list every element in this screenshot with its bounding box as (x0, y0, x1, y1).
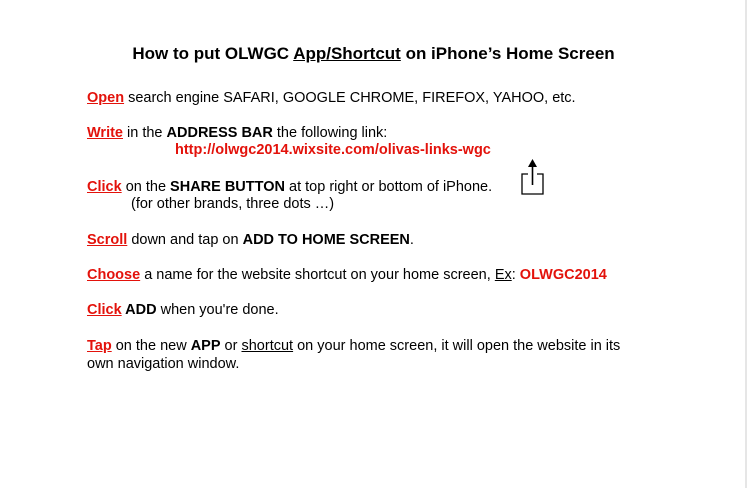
add-label: ADD (121, 302, 157, 318)
example-colon: : (511, 267, 520, 283)
share-button-label: SHARE BUTTON (170, 179, 285, 195)
step-choose-keyword: Choose (87, 267, 141, 283)
step-scroll-text-1: down and tap on (127, 232, 243, 248)
step-click-add-keyword: Click (87, 302, 122, 318)
step-write-text-2: the following link: (272, 125, 388, 141)
example-name: OLWGC2014 (519, 267, 607, 283)
step-scroll (87, 231, 414, 249)
step-scroll-keyword: Scroll (87, 232, 128, 248)
step-click-share-note: (for other brands, three dots …) (131, 196, 335, 212)
step-tap-text-1: on the new (111, 338, 191, 354)
step-tap (87, 337, 620, 355)
add-to-home-screen-label: ADD TO HOME SCREEN (242, 232, 410, 248)
step-tap-line-2: own navigation window. (87, 356, 240, 372)
title-part-3: on iPhone’s Home Screen (400, 44, 615, 63)
share-icon (521, 158, 545, 196)
step-click-add (87, 301, 279, 319)
shortcut-label: shortcut (241, 338, 294, 354)
step-open-keyword: Open (87, 90, 125, 106)
step-tap-text-2: or (220, 338, 242, 354)
address-bar-label: ADDRESS BAR (166, 125, 273, 141)
example-label: Ex (494, 267, 512, 283)
step-tap-keyword: Tap (87, 338, 112, 354)
step-write-keyword: Write (87, 125, 123, 141)
app-label: APP (190, 338, 221, 354)
step-scroll-text-2: . (409, 232, 414, 248)
step-choose (87, 266, 607, 284)
title-app-shortcut: App/Shortcut (293, 44, 401, 63)
step-choose-text: a name for the website shortcut on your home screen, (140, 267, 495, 283)
step-click-share-text-2: at top right or bottom of iPhone. (284, 179, 493, 195)
step-click-share-keyword: Click (87, 179, 122, 195)
step-write-text-1: in the (123, 125, 167, 141)
website-link[interactable]: http://olwgc2014.wixsite.com/olivas-links-wgc (175, 142, 491, 158)
step-click-share-text-1: on the (121, 179, 171, 195)
page-title (0, 44, 747, 64)
step-write (87, 124, 387, 142)
step-open (87, 89, 576, 107)
step-click-add-text: when you're done. (156, 302, 279, 318)
step-open-text: search engine SAFARI, GOOGLE CHROME, FIREFOX, YAHOO, etc. (124, 90, 576, 106)
step-tap-text-3: on your home screen, it will open the website in its (293, 338, 621, 354)
step-click-share (87, 178, 492, 196)
title-part-1: How to put OLWGC (132, 44, 294, 63)
